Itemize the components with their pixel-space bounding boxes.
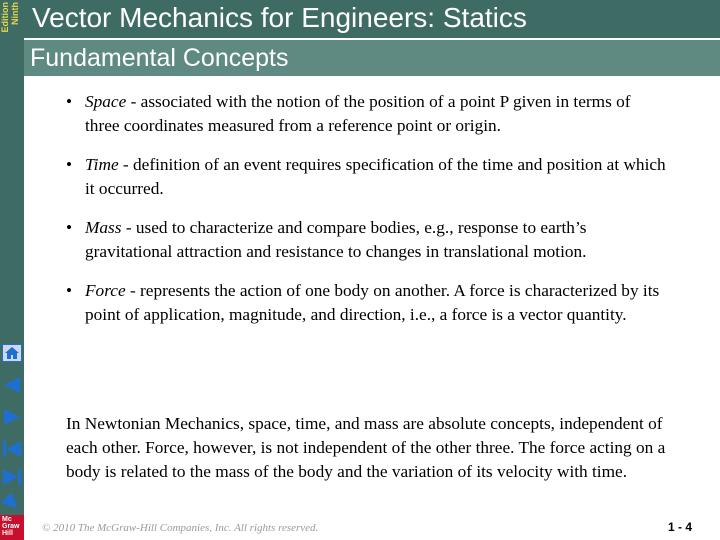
previous-slide-icon	[2, 376, 22, 394]
exit-icon	[2, 494, 22, 512]
logo-text: Mc Graw Hill	[2, 516, 20, 537]
home-button[interactable]	[0, 342, 24, 364]
bullet-time	[66, 153, 666, 201]
bullet-dot: •	[66, 155, 73, 174]
last-slide-icon	[2, 468, 22, 486]
definition-time: - definition of an event requires specification of the time and position at which it occurred.	[85, 155, 666, 198]
previous-slide-button[interactable]	[0, 374, 24, 396]
header-bar	[24, 0, 720, 38]
bullet-force	[66, 279, 666, 327]
section-bar	[24, 40, 720, 76]
bullet-dot: •	[66, 218, 73, 237]
section-title: Fundamental Concepts	[30, 44, 289, 72]
first-slide-button[interactable]	[0, 438, 24, 460]
edition-line-edition: Edition	[0, 2, 10, 33]
bullet-dot: •	[66, 281, 73, 300]
edition-label	[0, 0, 24, 40]
mcgraw-hill-logo	[0, 515, 24, 540]
summary-paragraph: In Newtonian Mechanics, space, time, and mass are absolute concepts, independent of each other. Force, however, is not independent of the other three. The force acting on a body is related to the mass of the body and the variation of its velocity with time.	[66, 414, 666, 481]
exit-button[interactable]	[0, 492, 24, 514]
edition-line-ninth: Ninth	[10, 2, 20, 25]
bullet-space	[66, 90, 666, 138]
next-slide-icon	[2, 408, 22, 426]
definition-mass: - used to characterize and compare bodies, e.g., response to earth’s gravitational attraction and resistance to changes in translational motion.	[85, 218, 587, 261]
term-time: Time	[85, 155, 119, 174]
term-force: Force	[85, 281, 126, 300]
next-slide-button[interactable]	[0, 406, 24, 428]
home-icon	[2, 344, 22, 362]
bullet-list	[66, 90, 666, 342]
copyright-notice: © 2010 The McGraw-Hill Companies, Inc. All rights reserved.	[42, 522, 319, 534]
term-space: Space	[85, 92, 127, 111]
book-title: Vector Mechanics for Engineers: Statics	[32, 2, 527, 33]
definition-space: - associated with the notion of the position of a point P given in terms of three coordinates measured from a reference point or origin.	[85, 92, 631, 135]
first-slide-icon	[2, 440, 22, 458]
term-mass: Mass	[85, 218, 122, 237]
bullet-dot: •	[66, 92, 73, 111]
bullet-mass	[66, 216, 666, 264]
page-number: 1 - 4	[668, 520, 693, 534]
definition-force: - represents the action of one body on another. A force is characterized by its point of application, magnitude, and direction, i.e., a force is a vector quantity.	[85, 281, 660, 324]
last-slide-button[interactable]	[0, 466, 24, 488]
